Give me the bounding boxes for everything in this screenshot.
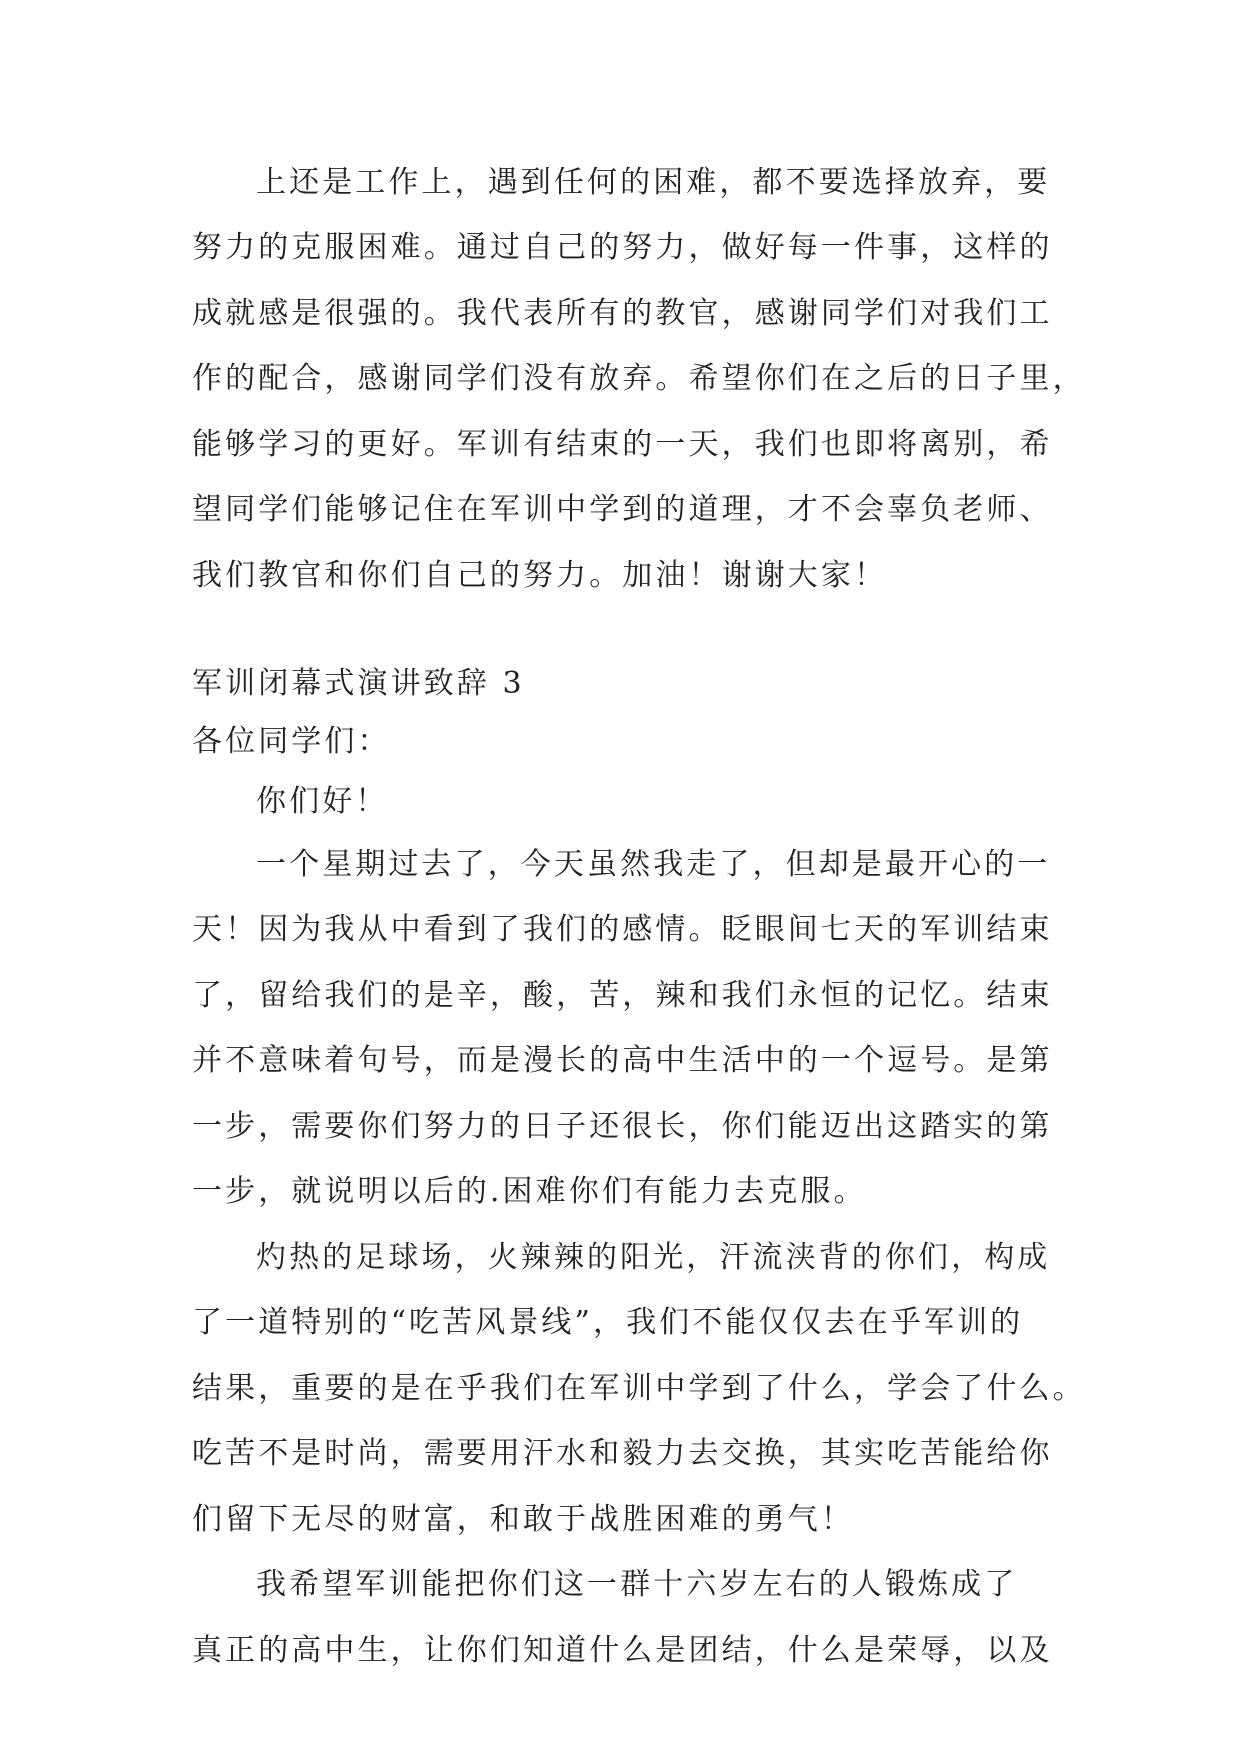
paragraph-line: 吃苦不是时尚，需要用汗水和毅力去交换，其实吃苦能给你 [192, 1436, 1053, 1471]
paragraph-line: 天！因为我从中看到了我们的感情。眨眼间七天的军训结束 [192, 912, 1053, 947]
paragraph-line: 能够学习的更好。军训有结束的一天，我们也即将离别，希 [192, 427, 1053, 462]
paragraph-line: 望同学们能够记住在军训中学到的道理，才不会辜负老师、 [192, 492, 1053, 527]
salutation: 各位同学们： [192, 724, 391, 759]
paragraph-line: 一步，需要你们努力的日子还很长，你们能迈出这踏实的第 [192, 1109, 1053, 1144]
paragraph-line: 了，留给我们的是辛，酸，苦，辣和我们永恒的记忆。结束 [192, 978, 1053, 1013]
paragraph-line: 们留下无尽的财富，和敢于战胜困难的勇气！ [192, 1502, 854, 1537]
paragraph-line: 了一道特别的“吃苦风景线”，我们不能仅仅去在乎军训的 [192, 1305, 1024, 1340]
paragraph-line: 真正的高中生，让你们知道什么是团结，什么是荣辱，以及 [192, 1633, 1053, 1668]
paragraph-line: 一个星期过去了，今天虽然我走了，但却是最开心的一 [256, 847, 1051, 882]
section-title: 军训闭幕式演讲致辞 3 [192, 666, 525, 701]
paragraph-line: 成就感是很强的。我代表所有的教官，感谢同学们对我们工 [192, 296, 1053, 331]
paragraph-line: 努力的克服困难。通过自己的努力，做好每一件事，这样的 [192, 230, 1053, 265]
paragraph-line: 灼热的足球场，火辣辣的阳光，汗流浃背的你们，构成 [256, 1240, 1051, 1275]
paragraph-line: 我希望军训能把你们这一群十六岁左右的人锻炼成了 [256, 1567, 1018, 1602]
paragraph-line: 结果，重要的是在乎我们在军训中学到了什么，学会了什么。 [192, 1371, 1086, 1406]
greeting: 你们好！ [256, 784, 389, 819]
paragraph-line: 一步，就说明以后的.困难你们有能力去克服。 [192, 1174, 867, 1209]
paragraph-line: 并不意味着句号，而是漫长的高中生活中的一个逗号。是第 [192, 1043, 1053, 1078]
paragraph-line: 作的配合，感谢同学们没有放弃。希望你们在之后的日子里， [192, 361, 1086, 396]
paragraph-line: 我们教官和你们自己的努力。加油！谢谢大家！ [192, 558, 888, 593]
paragraph-line: 上还是工作上，遇到任何的困难，都不要选择放弃，要 [256, 165, 1051, 200]
